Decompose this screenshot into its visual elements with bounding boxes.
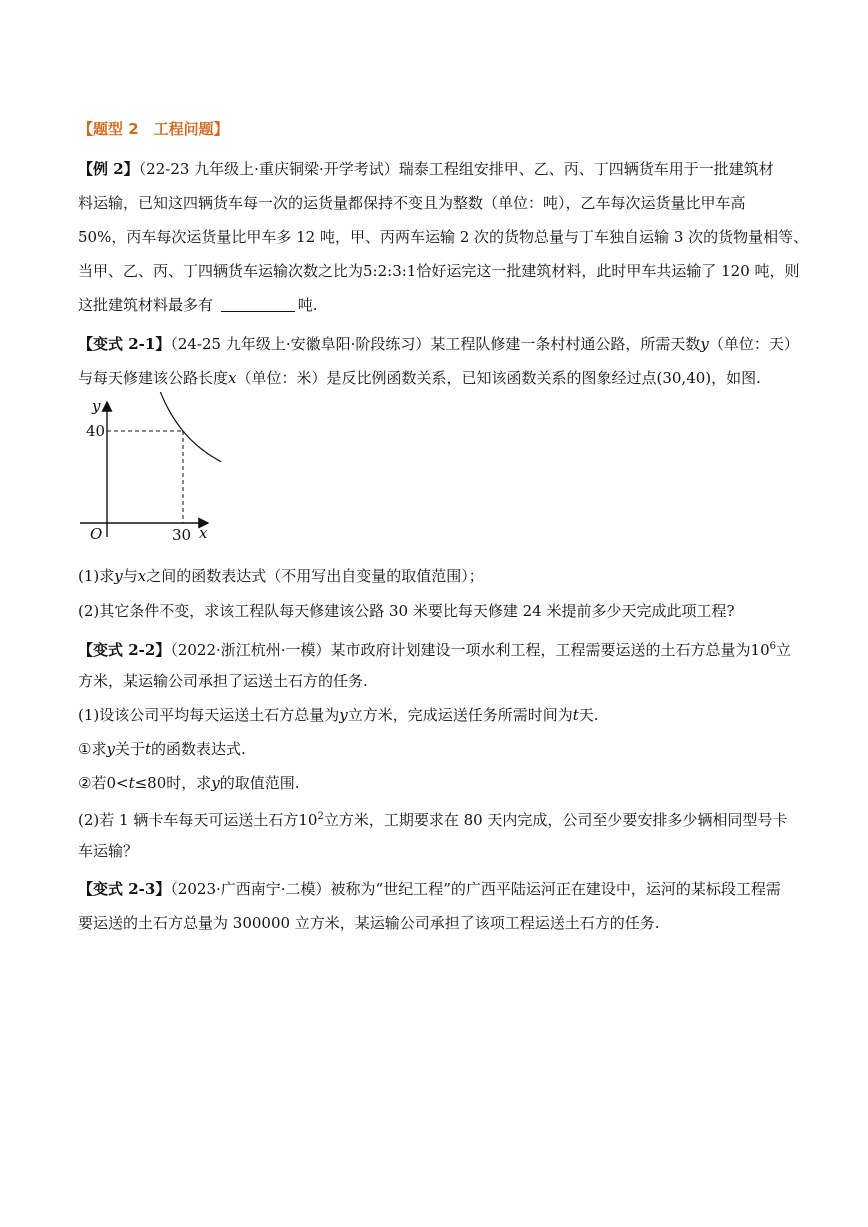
variant23-line1: 【变式 2-3】（2023·广西南宁·二模）被称为“世纪工程”的广西平陆运河正在建设中，运河的某标段工程需 xyxy=(78,880,781,898)
variant22-line2: 方米，某运输公司承担了运送土石方的任务. xyxy=(78,672,368,690)
example2-line2: 料运输，已知这四辆货车每一次的运货量都保持不变且为整数（单位：吨），乙车每次运货量比甲车高 xyxy=(78,194,746,212)
variant21-line1: 【变式 2-1】（24-25 九年级上·安徽阜阳·阶段练习）某工程队修建一条村村通公路，所需天数y（单位：天） xyxy=(78,335,799,353)
variant22-tag: 【变式 2-2】 xyxy=(78,641,171,659)
variant21-line2: 与每天修建该公路长度x（单位：米）是反比例函数关系，已知该函数关系的图象经过点(30,40)，如图. xyxy=(78,369,761,387)
variant22-q1: (1)设该公司平均每天运送土石方总量为y立方米，完成运送任务所需时间为t天. xyxy=(78,706,599,724)
variant21-q2: (2)其它条件不变，求该工程队每天修建该公路 30 米要比每天修建 24 米提前多少天完成此项工程? xyxy=(78,602,735,620)
origin-label: O xyxy=(90,525,103,543)
example2-line1: 【例 2】（22-23 九年级上·重庆铜梁·开学考试）瑞泰工程组安排甲、乙、丙、丁四辆货车用于一批建筑材 xyxy=(78,160,774,178)
variant23-tag: 【变式 2-3】 xyxy=(78,880,171,898)
variant22-sub2: ②若0<t≤80时，求y的取值范围. xyxy=(78,774,300,792)
section-heading: 【题型 2 工程问题】 xyxy=(78,120,229,138)
y-tick-label: 40 xyxy=(86,422,106,440)
example2-line5: 这批建筑材料最多有 吨. xyxy=(78,296,318,314)
inverse-function-graph xyxy=(70,392,230,552)
variant21-q1: (1)求y与x之间的函数表达式（不用写出自变量的取值范围）； xyxy=(78,567,484,585)
variant23-line2: 要运送的土石方总量为 300000 立方米，某运输公司承担了该项工程运送土石方的任务. xyxy=(78,914,660,932)
example2-line4: 当甲、乙、丙、丁四辆货车运输次数之比为5:2:3:1恰好运完这一批建筑材料，此时甲车共运输了 120 吨，则 xyxy=(78,262,800,280)
x-axis-label: x xyxy=(199,524,208,542)
example2-tag: 【例 2】 xyxy=(78,160,139,178)
answer-blank xyxy=(221,297,295,312)
y-axis-label: y xyxy=(92,397,101,415)
variant22-line1: 【变式 2-2】（2022·浙江杭州·一模）某市政府计划建设一项水利工程，工程需要运送的土石方总量为$10^6$立 xyxy=(78,641,792,659)
variant22-q2: (2)若 1 辆卡车每天可运送土石方$10^2$立方米，工期要求在 80 天内完成，公司至少要安排多少辆相同型号卡 xyxy=(78,811,788,829)
variant22-q2-line2: 车运输？ xyxy=(78,842,139,860)
variant21-tag: 【变式 2-1】 xyxy=(78,335,171,353)
x-tick-label: 30 xyxy=(172,526,192,544)
curve xyxy=(135,392,221,462)
example2-line3: 50%，丙车每次运货量比甲车多 12 吨，甲、丙两车运输 2 次的货物总量与丁车独自运输 3 次的货物量相等、 xyxy=(78,228,809,246)
variant22-sub1: ①求y关于t的函数表达式. xyxy=(78,740,246,758)
